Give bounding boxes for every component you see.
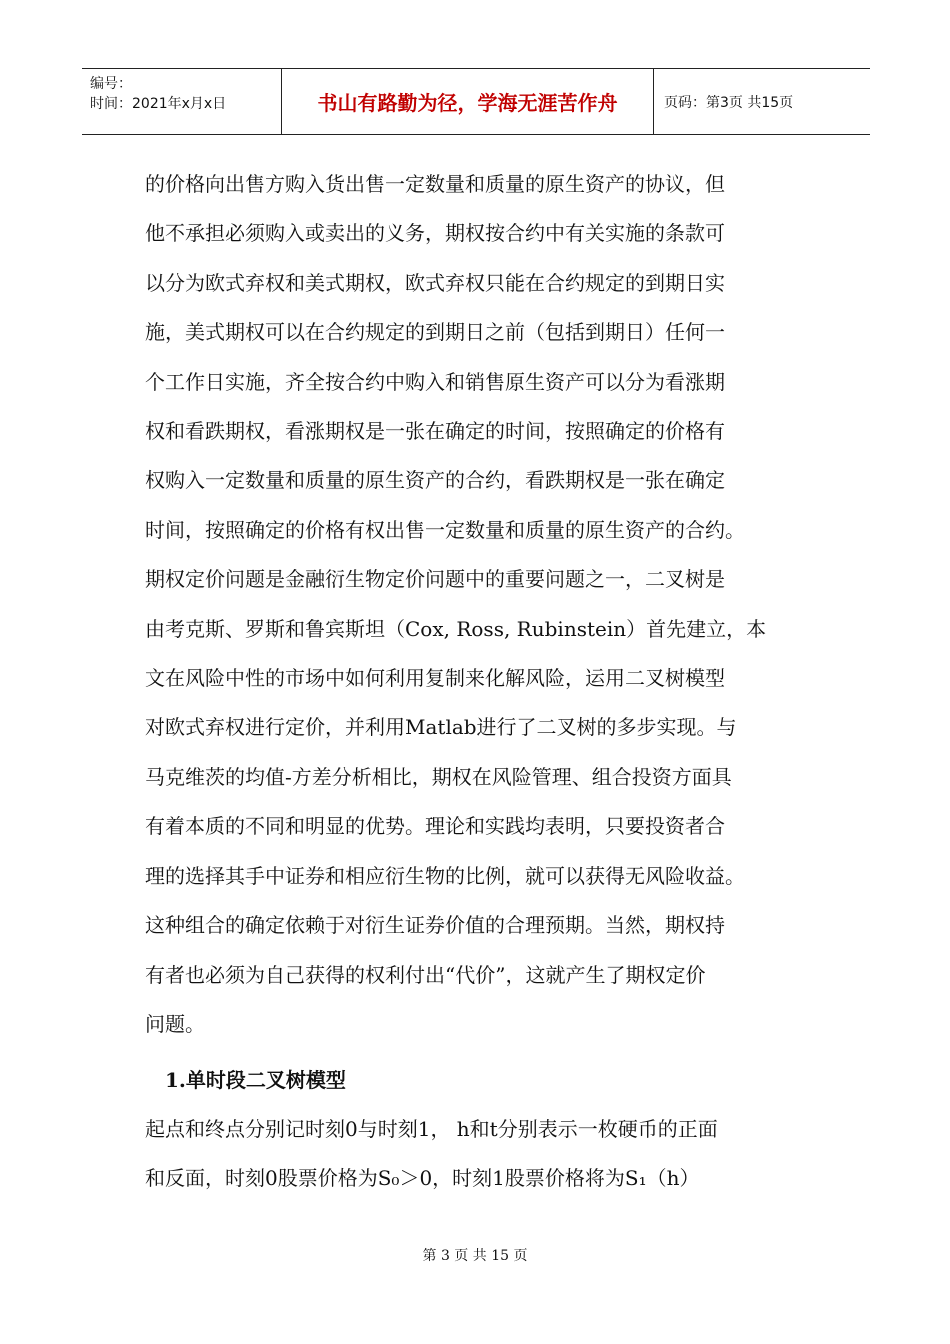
- body-line: 马克维茨的均值-方差分析相比，期权在风险管理、组合投资方面具: [145, 764, 732, 789]
- body-line: 的价格向出售方购入货出售一定数量和质量的原生资产的协议，但: [145, 172, 725, 196]
- body-line: 施，美式期权可以在合约规定的到期日之前（包括到期日）任何一: [145, 320, 725, 345]
- body-line: 文在风险中性的市场中如何利用复制来化解风险，运用二叉树模型: [145, 666, 725, 691]
- body-line: 时间，按照确定的价格有权出售一定数量和质量的原生资产的合约。: [145, 517, 745, 542]
- body-line: 问题。: [145, 1011, 205, 1036]
- document-number-label: 编号：: [90, 76, 132, 92]
- body-line: 个工作日实施，齐全按合约中购入和销售原生资产可以分为看涨期: [145, 369, 725, 394]
- body-paragraph: [145, 160, 813, 1049]
- body-line: 对欧式弃权进行定价，并利用Matlab进行了二叉树的多步实现。与: [145, 715, 737, 740]
- header-motto: 书山有路勤为径，学海无涯苦作舟: [317, 91, 618, 115]
- document-time-label: 时间：2021年x月x日: [90, 96, 227, 112]
- body-line: 和反面，时刻0股票价格为S₀＞0，时刻1股票价格将为S₁（h）: [145, 1166, 700, 1191]
- page-header: [82, 68, 870, 135]
- body-line: 理的选择其手中证券和相应衍生物的比例，就可以获得无风险收益。: [145, 863, 745, 888]
- body-line: 由考克斯、罗斯和鲁宾斯坦（Cox, Ross, Rubinstein）首先建立，本: [145, 616, 767, 641]
- body-line: 起点和终点分别记时刻0与时刻1， h和t分别表示一枚硬币的正面: [145, 1117, 718, 1141]
- body-line: 权购入一定数量和质量的原生资产的合约，看跌期权是一张在确定: [145, 468, 725, 493]
- body-line: 期权定价问题是金融衍生物定价问题中的重要问题之一，二叉树是: [145, 567, 725, 592]
- page-footer: 第 3 页 共 15 页: [422, 1248, 528, 1264]
- body-line: 有者也必须为自己获得的权利付出“代价”，这就产生了期权定价: [145, 962, 706, 987]
- body-line: 有着本质的不同和明显的优势。理论和实践均表明，只要投资者合: [145, 814, 725, 839]
- body-line: 权和看跌期权，看涨期权是一张在确定的时间，按照确定的价格有: [145, 419, 725, 444]
- body-line: 这种组合的确定依赖于对衍生证券价值的合理预期。当然，期权持: [145, 913, 725, 938]
- body-line: 以分为欧式弃权和美式期权，欧式弃权只能在合约规定的到期日实: [145, 270, 725, 295]
- section-paragraph: [145, 1105, 813, 1204]
- header-motto-cell: [282, 69, 654, 134]
- header-page-info: 页码：第3页 共15页: [664, 94, 794, 111]
- header-meta-cell: [82, 69, 282, 134]
- section-heading: 1.单时段二叉树模型: [165, 1068, 346, 1092]
- body-line: 他不承担必须购入或卖出的义务，期权按合约中有关实施的条款可: [145, 221, 725, 246]
